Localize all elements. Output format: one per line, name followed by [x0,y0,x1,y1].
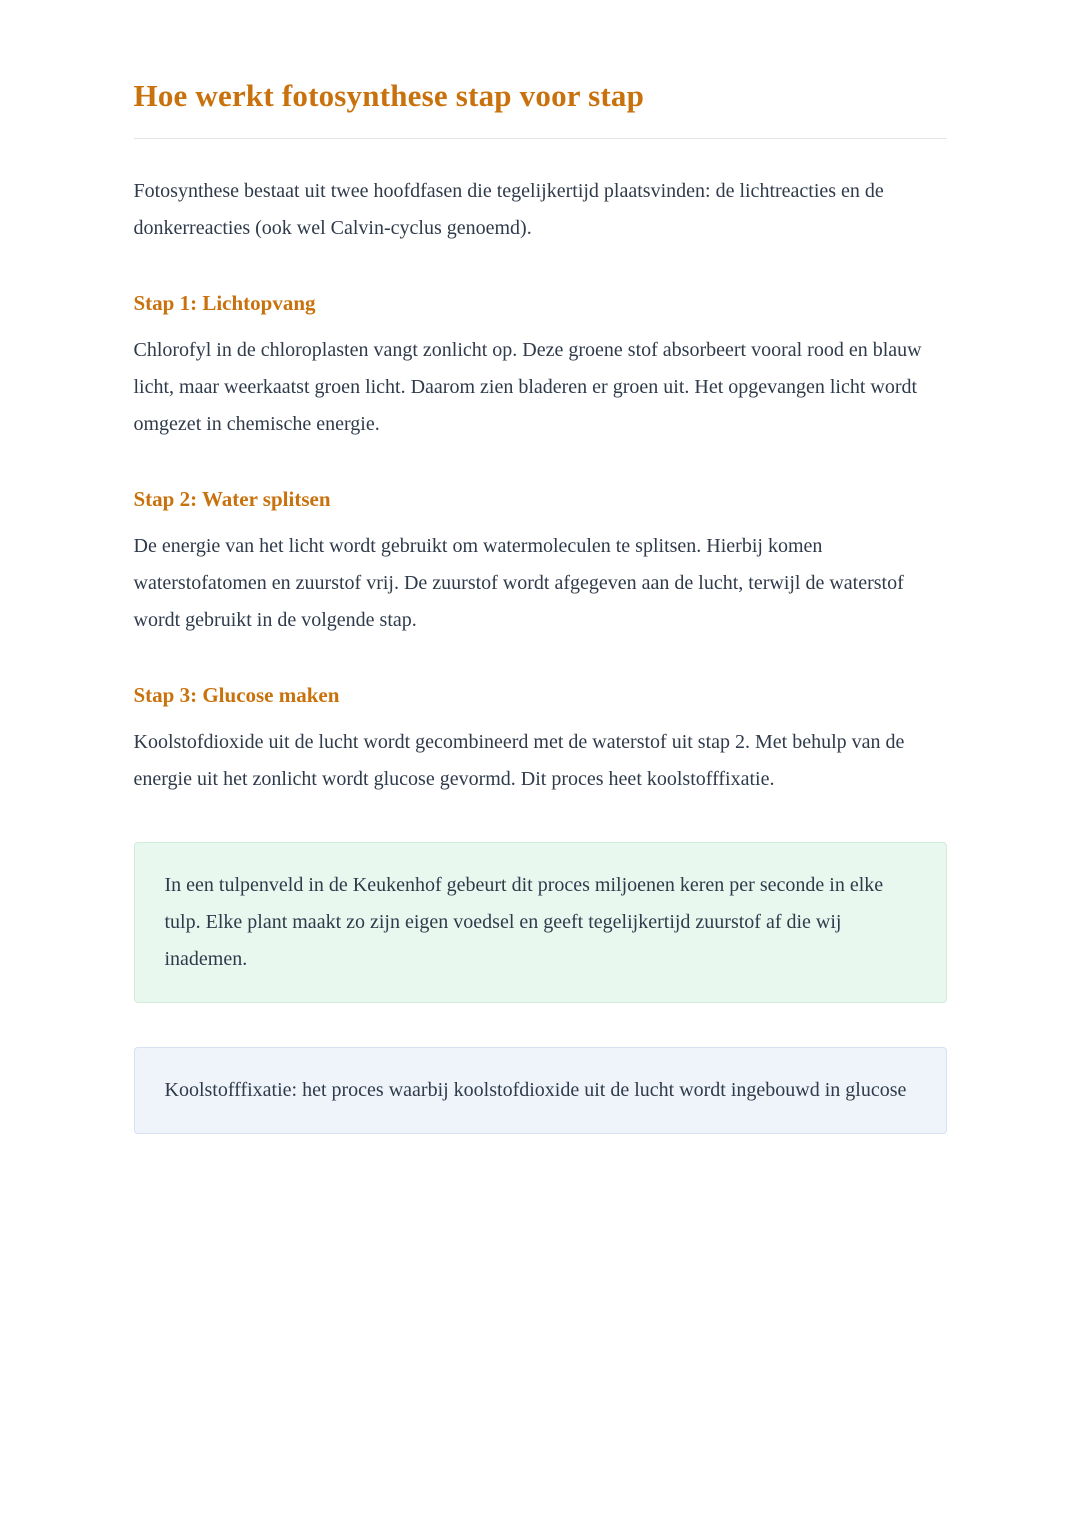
section-body-step-2: De energie van het licht wordt gebruikt om watermoleculen te splitsen. Hierbij komen waterstofatomen en zuurstof vrij. De zuurstof wordt afgegeven aan de lucht, terwijl de waterstof wordt gebruikt in de volgende stap. [133,535,904,631]
document-content [134,0,947,1134]
section-heading-step-3: Stap 3: Glucose maken [133,683,340,707]
section-body-step-1: Chlorofyl in de chloroplasten vangt zonlicht op. Deze groene stof absorbeert vooral rood en blauw licht, maar weerkaatst groen licht. Daarom zien bladeren er groen uit. Het opgevangen licht wordt omgezet in chemische energie. [133,339,922,435]
page-title: Hoe werkt fotosynthese stap voor stap [134,78,947,139]
section-body-step-3: Koolstofdioxide uit de lucht wordt gecombineerd met de waterstof uit stap 2. Met behulp van de energie uit het zonlicht wordt glucose gevormd. Dit proces heet koolstofffixatie. [133,731,905,790]
callout-green-fact: In een tulpenveld in de Keukenhof gebeurt dit proces miljoenen keren per seconde in elke tulp. Elke plant maakt zo zijn eigen voedsel en geeft tegelijkertijd zuurstof af die wij inademen. [134,842,947,1003]
section-step-1 [134,291,947,443]
section-step-3 [134,683,947,798]
intro-paragraph: Fotosynthese bestaat uit twee hoofdfasen die tegelijkertijd plaatsvinden: de lichtreacties en de donkerreacties (ook wel Calvin-cyclus genoemd). [133,180,884,239]
section-step-2 [134,487,947,639]
callout-blue-definition: Koolstofffixatie: het proces waarbij koolstofdioxide uit de lucht wordt ingebouwd in glucose [134,1047,947,1134]
section-heading-step-2: Stap 2: Water splitsen [133,487,331,511]
section-heading-step-1: Stap 1: Lichtopvang [133,291,316,315]
